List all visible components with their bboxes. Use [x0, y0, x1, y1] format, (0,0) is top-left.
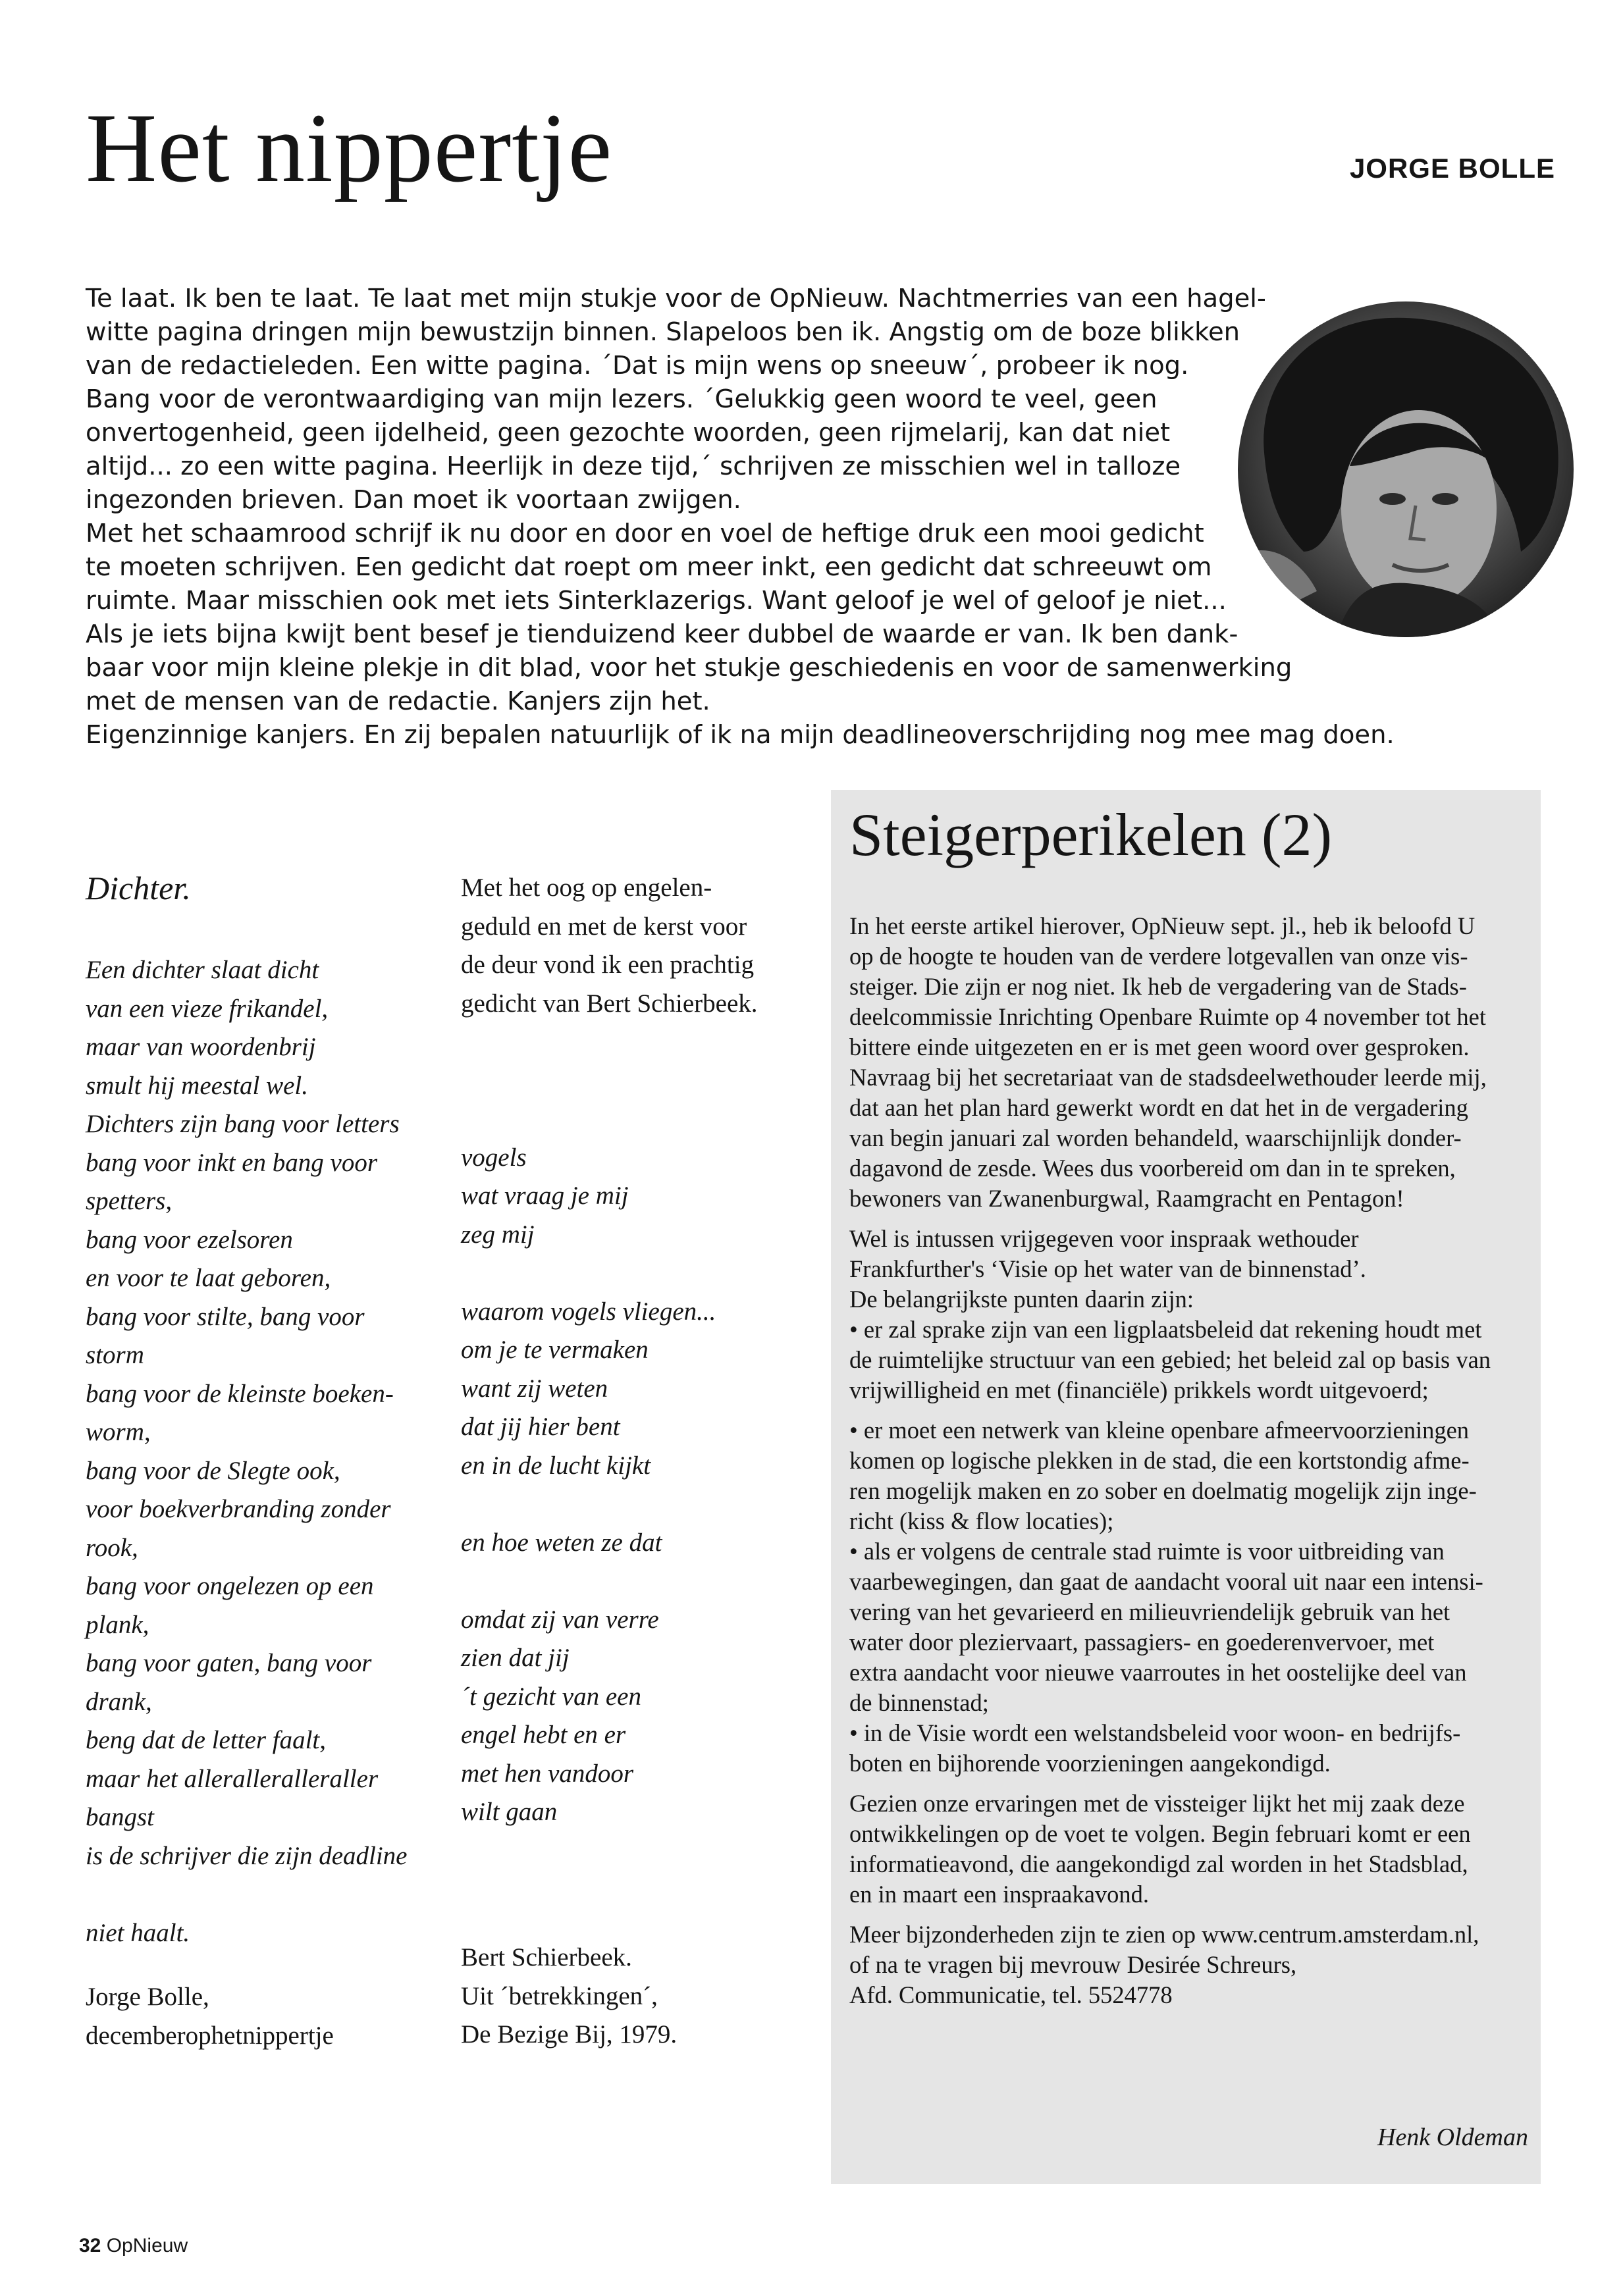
poem-line: Een dichter slaat dicht [86, 956, 319, 984]
intro-line: met de mensen van de redactie. Kanjers zijn het. [86, 687, 710, 716]
page-footer [79, 2235, 188, 2257]
poem-line: wat vraag je mij [461, 1182, 629, 1210]
poem-line: spetters, [86, 1187, 173, 1215]
source-line: Uit ´betrekkingen´, [461, 1981, 658, 2010]
text-line: Gezien onze ervaringen met de vissteiger lijkt het mij zaak deze [849, 1790, 1465, 1817]
poem-line: bang voor gaten, bang voor [86, 1649, 372, 1677]
poem-line: van een vieze frikandel, [86, 994, 329, 1023]
text-line: extra aandacht voor nieuwe vaarroutes in het oostelijke deel van [849, 1659, 1467, 1686]
text-line: Frankfurther's ‘Visie op het water van de binnenstad’. [849, 1255, 1366, 1282]
paragraph [849, 1224, 1541, 1405]
poem-title: Dichter. [86, 870, 191, 906]
magazine-name: OpNieuw [106, 2235, 188, 2257]
poem-line: bang voor de Slegte ook, [86, 1456, 340, 1485]
intro-line: gedicht van Bert Schierbeek. [461, 989, 758, 1018]
poem-line: maar van woordenbrij [86, 1033, 316, 1061]
poem-line [461, 1562, 816, 1601]
poem-line: drank, [86, 1687, 152, 1716]
intro-line: de deur vond ik een prachtig [461, 951, 755, 979]
text-line: boten en bijhorende voorzieningen aangekondigd. [849, 1750, 1331, 1777]
poem-line [461, 1485, 816, 1524]
poem-line: waarom vogels vliegen... [461, 1297, 716, 1326]
poem-line: worm, [86, 1418, 151, 1446]
poem-line: bang voor inkt en bang voor [86, 1148, 378, 1177]
text-line: vaarbewegingen, dan gaat de aandacht vooral uit naar een intensi- [849, 1568, 1483, 1595]
text-line: • er zal sprake zijn van een ligplaatsbeleid dat rekening houdt met [849, 1316, 1482, 1343]
paragraph [849, 911, 1541, 1214]
poem-line [461, 1254, 816, 1293]
poem-line: wilt gaan [461, 1798, 558, 1826]
poem-line: voor boekverbranding zonder [86, 1495, 391, 1523]
signature-line: Jorge Bolle, [86, 1983, 209, 2011]
poem-line: bang voor stilte, bang voor [86, 1302, 365, 1331]
signature-line: decemberophetnippertje [86, 2021, 334, 2050]
poem-line: omdat zij van verre [461, 1605, 659, 1634]
poem-line: en voor te laat geboren, [86, 1264, 331, 1292]
source-line: Bert Schierbeek. [461, 1943, 632, 1971]
text-line: informatieavond, die aangekondigd zal worden in het Stadsblad, [849, 1850, 1468, 1877]
poem-line: en hoe weten ze dat [461, 1528, 662, 1557]
text-line: komen op logische plekken in de stad, die een kortstondig afme- [849, 1447, 1470, 1474]
text-line: vrijwilligheid en met (financiële) prikkels wordt uitgevoerd; [849, 1376, 1429, 1403]
text-line: de ruimtelijke structuur van een gebied; het beleid zal op basis van [849, 1346, 1491, 1373]
text-line: In het eerste artikel hierover, OpNieuw sept. jl., heb ik beloofd U [849, 912, 1476, 939]
box-article-body [849, 911, 1541, 2020]
poem-line [86, 1875, 454, 1914]
text-line: bewoners van Zwanenburgwal, Raamgracht en Pentagon! [849, 1185, 1404, 1212]
poem-line: niet haalt. [86, 1918, 190, 1947]
intro-line: ingezonden brieven. Dan moet ik voortaan zwijgen. [86, 485, 741, 515]
poem-line: beng dat de letter faalt, [86, 1726, 327, 1754]
intro-line: Met het schaamrood schrijf ik nu door en door en voel de heftige druk een mooi gedicht [86, 519, 1204, 548]
text-line: op de hoogte te houden van de verdere lotgevallen van onze vis- [849, 943, 1468, 970]
paragraph [849, 1788, 1541, 1910]
text-line: deelcommissie Inrichting Openbare Ruimte op 4 november tot het [849, 1003, 1487, 1030]
text-line: dat aan het plan hard gewerkt wordt en dat het in de vergadering [849, 1094, 1468, 1121]
poem-line: bangst [86, 1803, 155, 1831]
text-line: water door pleziervaart, passagiers- en goederenvervoer, met [849, 1629, 1435, 1656]
text-line: Navraag bij het secretariaat van de stadsdeelwethouder leerde mij, [849, 1064, 1487, 1091]
poem-line: is de schrijver die zijn deadline [86, 1841, 408, 1870]
text-line: richt (kiss & flow locaties); [849, 1507, 1114, 1534]
intro-line: witte pagina dringen mijn bewustzijn binnen. Slapeloos ben ik. Angstig om de boze blikken [86, 317, 1240, 347]
poem-dichter [86, 951, 454, 1952]
intro-line: van de redactieleden. Een witte pagina. ´Dat is mijn wens op sneeuw´, probeer ik nog. [86, 351, 1189, 380]
poem-line: bang voor ezelsoren [86, 1225, 293, 1254]
poem-line: rook, [86, 1533, 138, 1562]
poem-line: maar het alleralleralleraller [86, 1764, 379, 1793]
poem-line: bang voor de kleinste boeken- [86, 1379, 394, 1408]
text-line: Wel is intussen vrijgegeven voor inspraak wethouder [849, 1225, 1359, 1252]
poem-line: dat jij hier bent [461, 1413, 620, 1441]
text-line: dagavond de zesde. Wees dus voorbereid om dan in te spreken, [849, 1155, 1456, 1182]
intro-line: geduld en met de kerst voor [461, 912, 747, 941]
text-line: ren mogelijk maken en zo sober en doelmatig mogelijk zijn inge- [849, 1477, 1477, 1504]
text-line: ontwikkelingen op de voet te volgen. Begin februari komt er een [849, 1820, 1471, 1847]
intro-line: baar voor mijn kleine plekje in dit blad, voor het stukje geschiedenis en voor de samenwerking [86, 653, 1292, 683]
author-photo [1238, 301, 1574, 637]
intro-line: ruimte. Maar misschien ook met iets Sinterklazerigs. Want geloof je wel of geloof je niet... [86, 586, 1227, 615]
intro-line: Als je iets bijna kwijt bent besef je tienduizend keer dubbel de waarde er van. Ik ben dank- [86, 619, 1238, 649]
text-line: en in maart een inspraakavond. [849, 1881, 1150, 1908]
poem-source [461, 1939, 816, 2054]
text-line: vering van het gevarieerd en milieuvriendelijk gebruik van het [849, 1598, 1450, 1625]
box-byline: Henk Oldeman [1377, 2124, 1528, 2151]
poem-signature [86, 1978, 454, 2055]
text-line: • er moet een netwerk van kleine openbare afmeervoorzieningen [849, 1417, 1470, 1444]
text-line: van begin januari zal worden behandeld, waarschijnlijk donder- [849, 1124, 1462, 1151]
poem-line: zien dat jij [461, 1644, 570, 1672]
intro-line: Eigenzinnige kanjers. En zij bepalen natuurlijk of ik na mijn deadlineoverschrijding nog mee mag doen. [86, 720, 1395, 750]
poem-line: ´t gezicht van een [461, 1682, 641, 1711]
intro-line: altijd... zo een witte pagina. Heerlijk in deze tijd,´ schrijven ze misschien wel in talloze [86, 452, 1181, 481]
text-line: Meer bijzonderheden zijn te zien op www.centrum.amsterdam.nl, [849, 1921, 1479, 1948]
poem-vogels [461, 1139, 816, 1832]
text-line: De belangrijkste punten daarin zijn: [849, 1286, 1194, 1313]
intro-line: Bang voor de verontwaardiging van mijn lezers. ´Gelukkig geen woord te veel, geen [86, 384, 1157, 414]
text-line: bittere einde uitgezeten en er is met geen woord over gesproken. [849, 1033, 1470, 1060]
intro-line: Te laat. Ik ben te laat. Te laat met mijn stukje voor de OpNieuw. Nachtmerries van een hagel- [86, 284, 1266, 313]
paragraph [849, 1415, 1541, 1779]
page-number: 32 [79, 2235, 101, 2257]
poem-line: bang voor ongelezen op een [86, 1572, 374, 1600]
text-line: • als er volgens de centrale stad ruimte is voor uitbreiding van [849, 1538, 1445, 1565]
intro-line: onvertogenheid, geen ijdelheid, geen gezochte woorden, geen rijmelarij, kan dat niet [86, 418, 1171, 448]
text-line: de binnenstad; [849, 1689, 989, 1716]
poem-line: met hen vandoor [461, 1759, 634, 1788]
article-title: Het nippertje [86, 93, 613, 203]
paragraph [849, 1919, 1541, 2010]
middle-column [461, 869, 816, 1832]
poem-line: en in de lucht kijkt [461, 1451, 651, 1480]
author-name: JORGE BOLLE [1349, 153, 1555, 184]
text-line: • in de Visie wordt een welstandsbeleid voor woon- en bedrijfs- [849, 1719, 1461, 1746]
intro-line: te moeten schrijven. Een gedicht dat roept om meer inkt, een gedicht dat schreeuwt om [86, 552, 1212, 582]
poem-line: vogels [461, 1143, 527, 1172]
poem-line: storm [86, 1341, 144, 1369]
box-title: Steigerperikelen (2) [849, 801, 1333, 868]
poem-line: om je te vermaken [461, 1336, 649, 1364]
poem-line: zeg mij [461, 1220, 535, 1249]
source-line: De Bezige Bij, 1979. [461, 2020, 678, 2048]
poem-line: plank, [86, 1610, 149, 1639]
text-line: steiger. Die zijn er nog niet. Ik heb de vergadering van de Stads- [849, 973, 1467, 1000]
poem-line: Dichters zijn bang voor letters [86, 1110, 400, 1138]
poem-line: engel hebt en er [461, 1721, 626, 1749]
poem-line: want zij weten [461, 1374, 608, 1403]
text-line: Afd. Communicatie, tel. 5524778 [849, 1981, 1173, 2008]
intro-line: Met het oog op engelen- [461, 874, 712, 902]
text-line: of na te vragen bij mevrouw Desirée Schreurs, [849, 1951, 1297, 1978]
poem-line: smult hij meestal wel. [86, 1071, 308, 1100]
